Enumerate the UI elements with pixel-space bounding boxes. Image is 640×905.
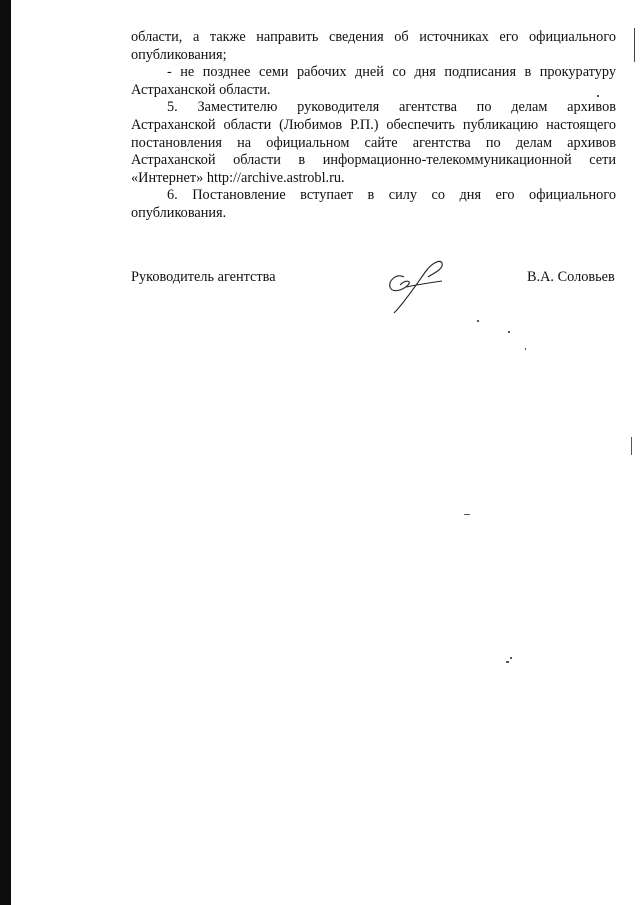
scan-speck: [631, 437, 632, 455]
signatory-title: Руководитель агентства: [131, 269, 276, 285]
scan-edge-mark: [634, 28, 635, 62]
body-line: постановления на официальном сайте агентства по делам архивов: [131, 134, 616, 151]
body-line: - не позднее семи рабочих дней со дня подписания в прокуратуру: [167, 64, 616, 81]
body-line: 6. Постановление вступает в силу со дня его официального: [167, 187, 616, 204]
scan-speck: [597, 95, 599, 97]
scan-speck: [525, 348, 526, 350]
body-line: «Интернет» http://archive.astrobl.ru.: [131, 169, 345, 186]
body-line: 5. Заместителю руководителя агентства по делам архивов: [167, 99, 616, 116]
scan-speck: [464, 514, 470, 515]
body-line: Астраханской области (Любимов Р.П.) обеспечить публикацию настоящего: [131, 116, 616, 133]
handwritten-signature: [382, 255, 450, 315]
body-line: опубликования.: [131, 204, 227, 221]
scan-speck: [506, 661, 509, 663]
signatory-name: В.А. Соловьев: [527, 269, 615, 285]
scan-speck: [477, 320, 479, 322]
scan-speck: [510, 657, 512, 659]
scan-edge-bar: [0, 0, 11, 905]
body-line: Астраханской области.: [131, 81, 271, 98]
document-body: [131, 29, 616, 223]
scan-speck: [508, 331, 510, 333]
body-line: Астраханской области в информационно-телекоммуникационной сети: [131, 152, 616, 169]
body-line: области, а также направить сведения об источниках его официального: [131, 29, 616, 45]
body-line: опубликования;: [131, 46, 227, 63]
